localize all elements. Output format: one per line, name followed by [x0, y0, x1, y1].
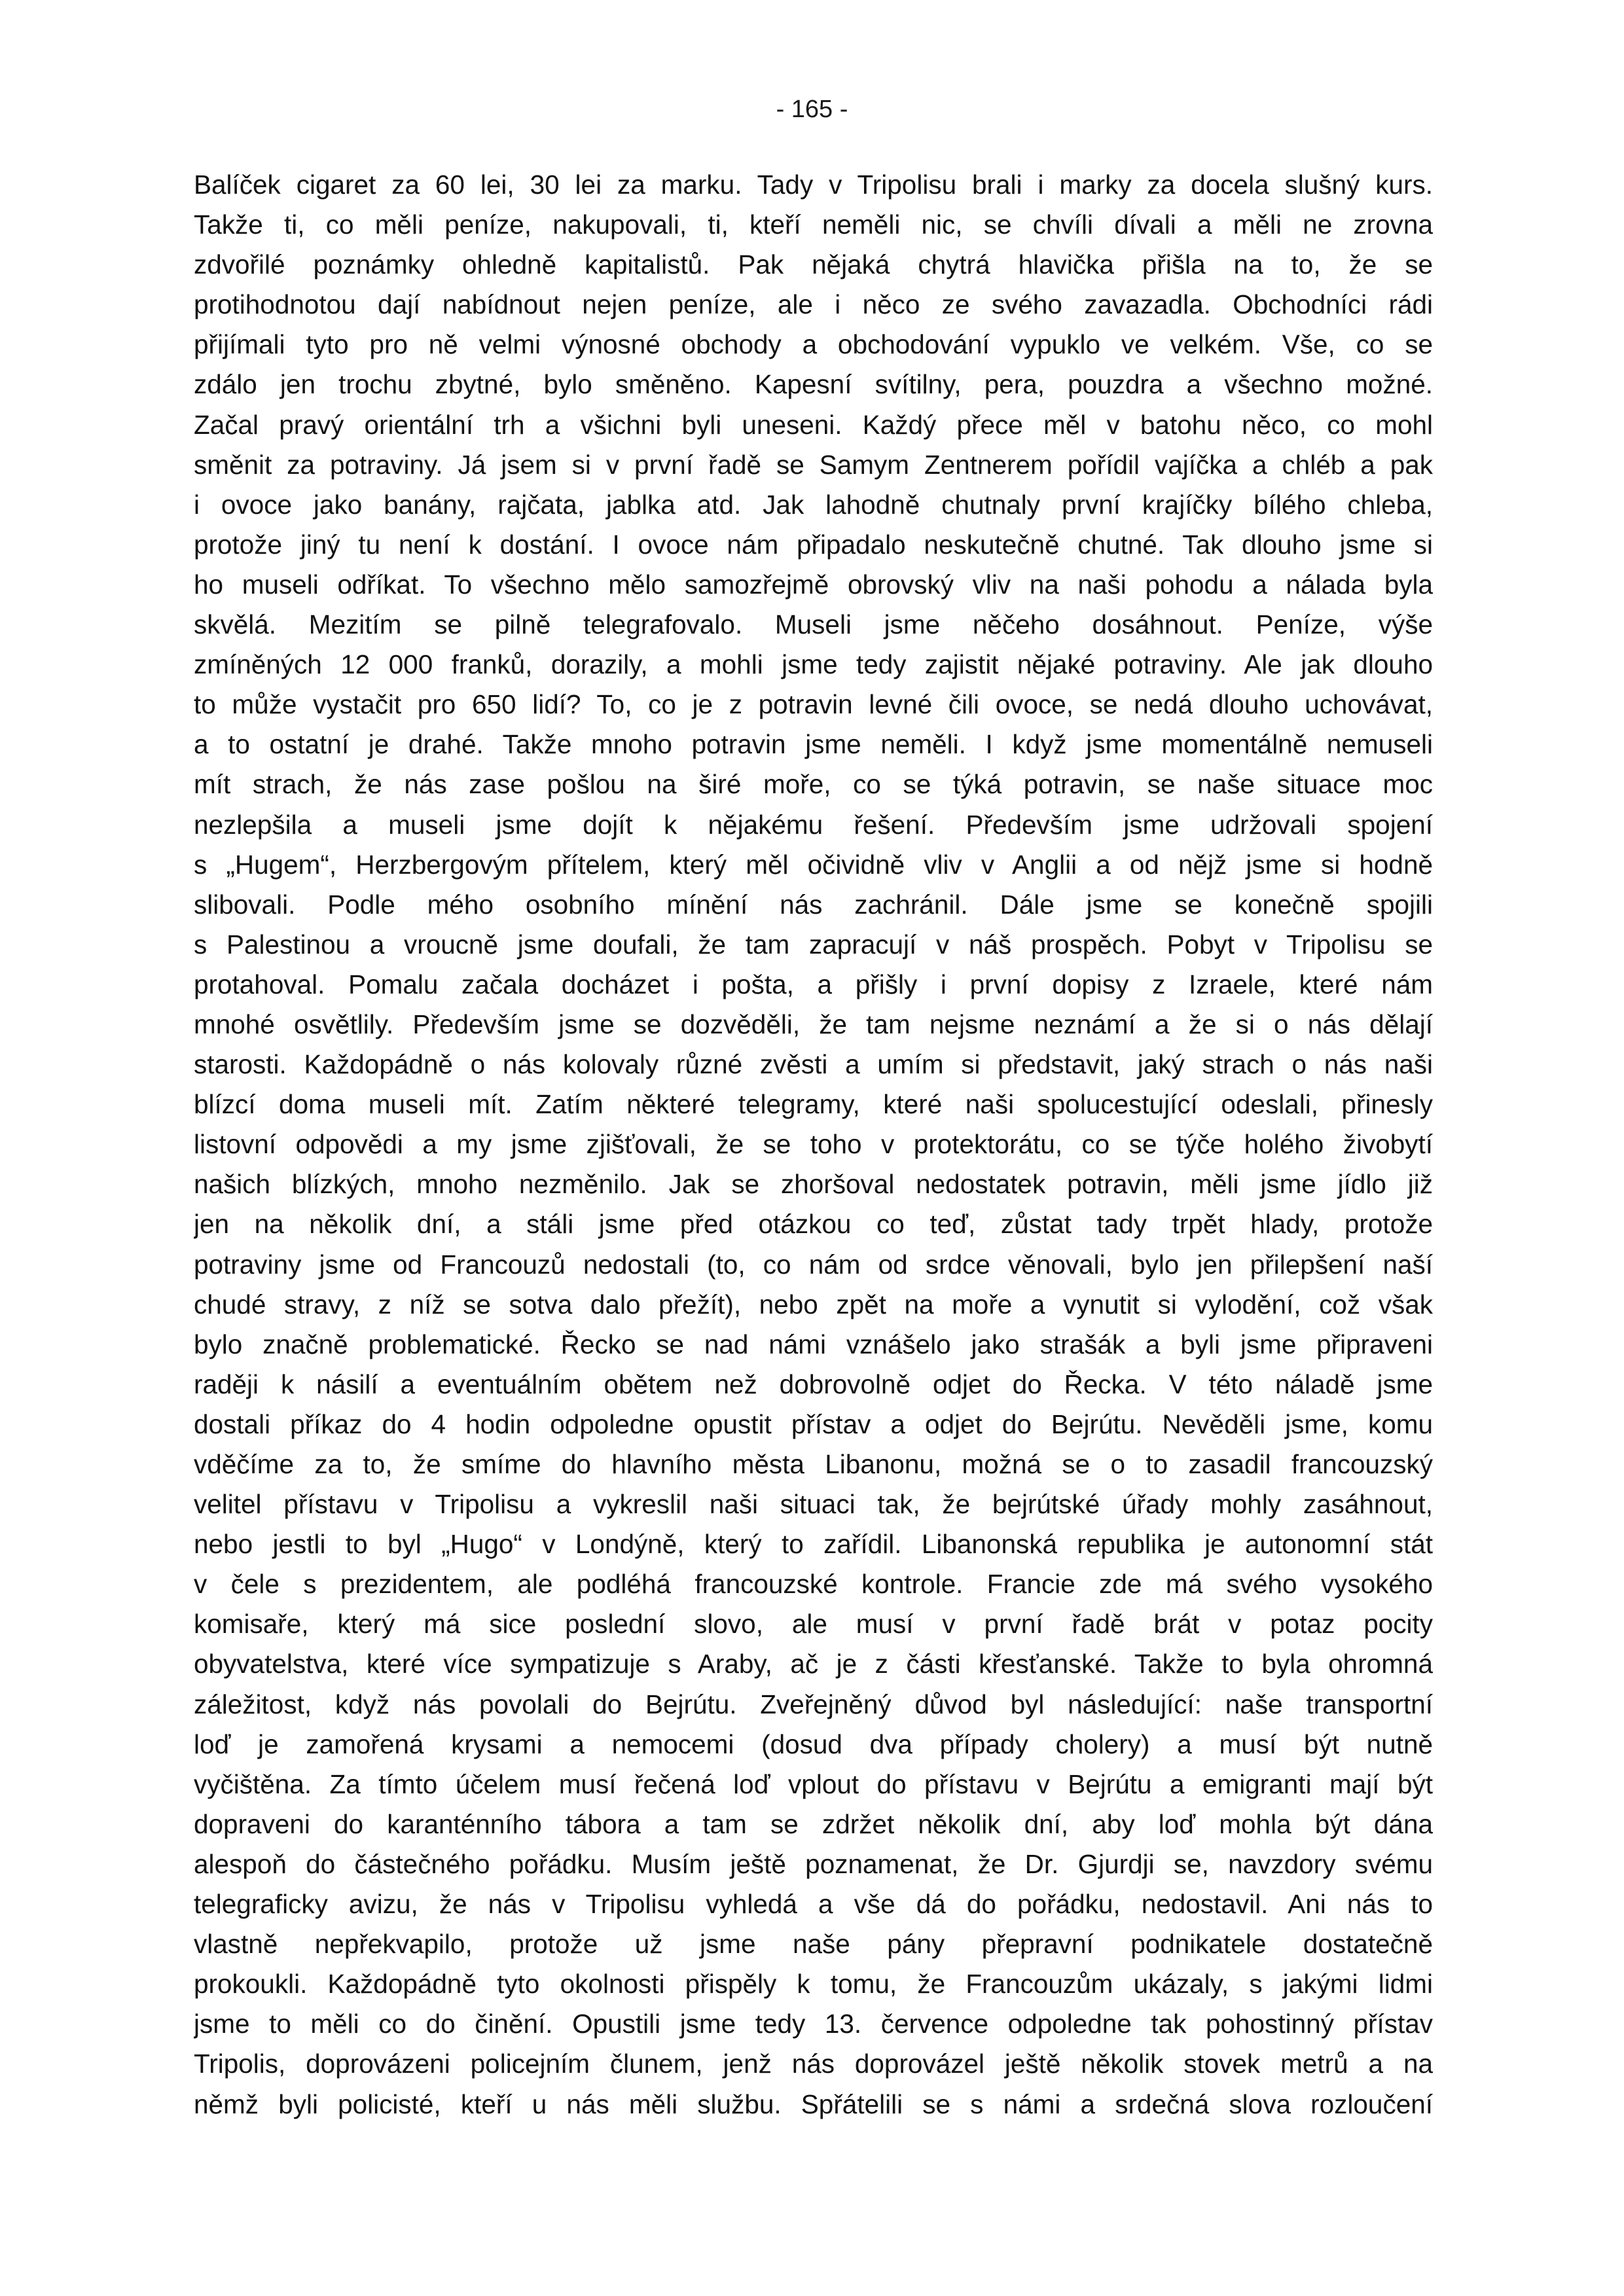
body-text — [194, 165, 1433, 2125]
text-line: dostali příkaz do 4 hodin odpoledne opustit přístav a odjet do Bejrútu. Nevěděli jsme, komu — [194, 1408, 1433, 1439]
text-line: potraviny jsme od Francouzů nedostali (to, co nám od srdce věnovali, bylo jen přilepšení naší — [194, 1249, 1433, 1280]
text-line: slibovali. Podle mého osobního mínění nás zachránil. Dále jsme se konečně spojili — [194, 889, 1433, 920]
text-line: vlastně nepřekvapilo, protože už jsme naše pány přepravní podnikatele dostatečně — [194, 1929, 1433, 1960]
text-line: vděčíme za to, že smíme do hlavního města Libanonu, možná se o to zasadil francouzský — [194, 1449, 1433, 1479]
text-line: listovní odpovědi a my jsme zjišťovali, že se toho v protektorátu, co se týče holého živobytí — [194, 1129, 1433, 1160]
text-line: alespoň do částečného pořádku. Musím ještě poznamenat, že Dr. Gjurdji se, navzdory svému — [194, 1848, 1433, 1879]
text-line: protahoval. Pomalu začala docházet i pošta, a přišly i první dopisy z Izraele, které nám — [194, 969, 1433, 999]
text-line: mnohé osvětlily. Především jsme se dozvěděli, že tam nejsme neznámí a že si o nás dělají — [194, 1009, 1433, 1039]
text-line: ho museli odříkat. To všechno mělo samozřejmě obrovský vliv na naši pohodu a nálada byla — [194, 569, 1433, 600]
text-line: vyčištěna. Za tímto účelem musí řečená loď vplout do přístavu v Bejrútu a emigranti mají být — [194, 1768, 1433, 1799]
text-line: protihodnotou dají nabídnout nejen peníze, ale i něco ze svého zavazadla. Obchodníci rádi — [194, 289, 1433, 320]
text-line: komisaře, který má sice poslední slovo, ale musí v první řadě brát v potaz pocity — [194, 1609, 1433, 1640]
text-line: jen na několik dní, a stáli jsme před otázkou co teď, zůstat tady trpět hlady, protože — [194, 1209, 1433, 1240]
text-line: raději k násilí a eventuálním obětem než dobrovolně odjet do Řecka. V této náladě jsme — [194, 1369, 1433, 1399]
text-line: telegraficky avizu, že nás v Tripolisu vyhledá a vše dá do pořádku, nedostavil. Ani nás to — [194, 1889, 1433, 1920]
text-line: Takže ti, co měli peníze, nakupovali, ti, kteří neměli nic, se chvíli dívali a měli ne zrovna — [194, 209, 1433, 240]
text-line: našich blízkých, mnoho nezměnilo. Jak se zhoršoval nedostatek potravin, měli jsme jídlo již — [194, 1169, 1433, 1200]
text-line: mít strach, že nás zase pošlou na širé moře, co se týká potravin, se naše situace moc — [194, 769, 1433, 800]
text-line: Tripolis, doprovázeni policejním člunem, jenž nás doprovázel ještě několik stovek metrů a na — [194, 2049, 1433, 2079]
text-line: bylo značně problematické. Řecko se nad námi vznášelo jako strašák a byli jsme připraveni — [194, 1329, 1433, 1359]
text-line: záležitost, když nás povolali do Bejrútu. Zveřejněný důvod byl následující: naše transportní — [194, 1689, 1433, 1719]
text-line: směnit za potraviny. Já jsem si v první řadě se Samym Zentnerem pořídil vajíčka a chléb a pak — [194, 449, 1433, 480]
text-line: Začal pravý orientální trh a všichni byli uneseni. Každý přece měl v batohu něco, co mohl — [194, 409, 1433, 440]
text-line: zdálo jen trochu zbytné, bylo směněno. Kapesní svítilny, pera, pouzdra a všechno možné. — [194, 369, 1433, 400]
text-line: dopraveni do karanténního tábora a tam se zdržet několik dní, aby loď mohla být dána — [194, 1808, 1433, 1839]
text-line: nezlepšila a museli jsme dojít k nějakému řešení. Především jsme udržovali spojení — [194, 809, 1433, 840]
text-line: obyvatelstva, které více sympatizuje s Araby, ač je z části křesťanské. Takže to byla ohromná — [194, 1649, 1433, 1679]
page-number: - 165 - — [776, 96, 848, 123]
text-line: protože jiný tu není k dostání. I ovoce nám připadalo neskutečně chutné. Tak dlouho jsme si — [194, 529, 1433, 560]
text-line: Balíček cigaret za 60 lei, 30 lei za marku. Tady v Tripolisu brali i marky za docela slušný kurs. — [194, 170, 1433, 200]
text-line: prokoukli. Každopádně tyto okolnosti přispěly k tomu, že Francouzům ukázaly, s jakými lidmi — [194, 1969, 1433, 2000]
text-line: skvělá. Mezitím se pilně telegrafovalo. Museli jsme něčeho dosáhnout. Peníze, výše — [194, 609, 1433, 640]
text-line: blízcí doma museli mít. Zatím některé telegramy, které naši spolucestující odeslali, přinesly — [194, 1089, 1433, 1120]
text-line: němž byli policisté, kteří u nás měli službu. Spřátelili se s námi a srdečná slova rozloučení — [194, 2089, 1433, 2119]
text-line: starosti. Každopádně o nás kolovaly různé zvěsti a umím si představit, jaký strach o nás naši — [194, 1049, 1433, 1080]
text-line: nebo jestli to byl „Hugo“ v Londýně, který to zařídil. Libanonská republika je autonomní stát — [194, 1529, 1433, 1560]
text-line: loď je zamořená krysami a nemocemi (dosud dva případy cholery) a musí být nutně — [194, 1729, 1433, 1759]
text-line: i ovoce jako banány, rajčata, jablka atd. Jak lahodně chutnaly první krajíčky bílého chleba, — [194, 489, 1433, 520]
text-line: s „Hugem“, Herzbergovým přítelem, který měl očividně vliv v Anglii a od nějž jsme si hodně — [194, 849, 1433, 880]
text-line: zmíněných 12 000 franků, dorazily, a mohli jsme tedy zajistit nějaké potraviny. Ale jak dlouho — [194, 649, 1433, 680]
text-line: přijímali tyto pro ně velmi výnosné obchody a obchodování vypuklo ve velkém. Vše, co se — [194, 329, 1433, 360]
text-line: chudé stravy, z níž se sotva dalo přežít), nebo zpět na moře a vynutit si vylodění, což však — [194, 1289, 1433, 1319]
text-line: zdvořilé poznámky ohledně kapitalistů. Pak nějaká chytrá hlavička přišla na to, že se — [194, 249, 1433, 280]
text-line: a to ostatní je drahé. Takže mnoho potravin jsme neměli. I když jsme momentálně nemuseli — [194, 729, 1433, 760]
text-line: v čele s prezidentem, ale podléhá francouzské kontrole. Francie zde má svého vysokého — [194, 1569, 1433, 1600]
text-line: jsme to měli co do činění. Opustili jsme tedy 13. července odpoledne tak pohostinný přístav — [194, 2009, 1433, 2039]
text-line: s Palestinou a vroucně jsme doufali, že tam zapracují v náš prospěch. Pobyt v Tripolisu se — [194, 929, 1433, 960]
text-line: to může vystačit pro 650 lidí? To, co je z potravin levné čili ovoce, se nedá dlouho uchovávat, — [194, 689, 1433, 720]
text-line: velitel přístavu v Tripolisu a vykreslil naši situaci tak, že bejrútské úřady mohly zasáhnout, — [194, 1489, 1433, 1520]
